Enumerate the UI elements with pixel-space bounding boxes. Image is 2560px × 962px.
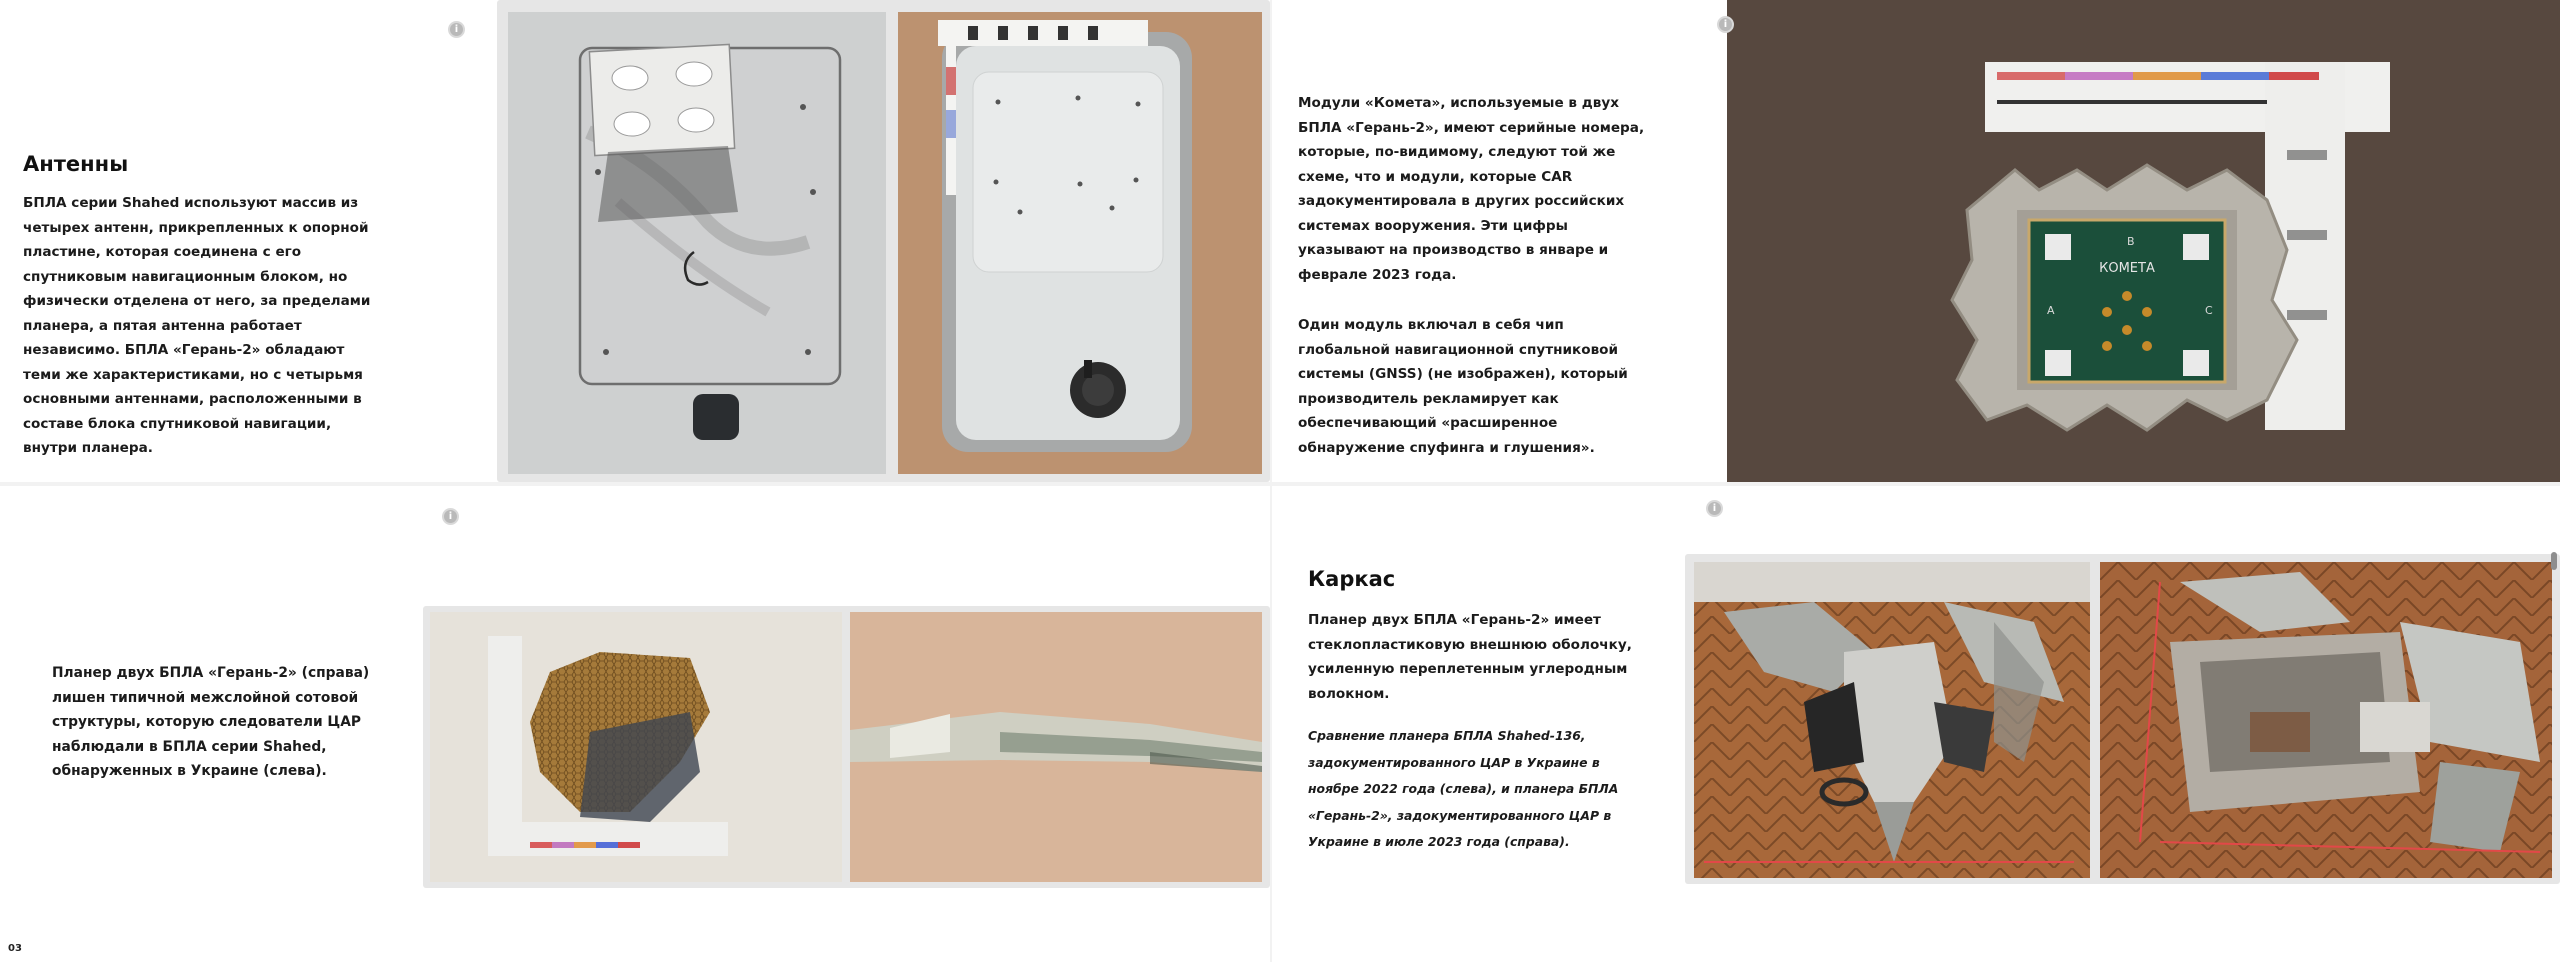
frame-panel xyxy=(1272,486,2560,962)
shahed-antenna-photo[interactable] xyxy=(508,12,886,474)
honeycomb-panel xyxy=(0,486,1270,962)
scrollbar-thumb[interactable] xyxy=(2551,552,2557,570)
honeycomb-text: Планер двух БПЛА «Герань-2» (справа) лишен типичной межслойной сотовой структуры, которую следователи ЦАР наблюдали в БПЛА серии Shahed, обнаруженных в Украине (слева). xyxy=(52,665,370,779)
geran-airframe-photo[interactable] xyxy=(2100,562,2552,878)
antennas-heading: Антенны xyxy=(23,152,129,176)
geran-antenna-photo[interactable] xyxy=(898,12,1262,474)
kometa-module-photo[interactable] xyxy=(1727,0,2560,482)
kometa-modules-panel xyxy=(1272,0,2560,482)
pcb-pin-label: A xyxy=(2047,304,2055,317)
geran-fiberglass-photo[interactable] xyxy=(850,612,1262,882)
info-icon[interactable]: i xyxy=(448,21,465,38)
page-number: 03 xyxy=(8,943,22,954)
antennas-panel xyxy=(0,0,1270,482)
kometa-serial-text: Модули «Комета», используемые в двух БПЛА «Герань-2», имеют серийные номера, которые, по-видимому, следуют той же схеме, что и модули, которые CAR задокументировала в других российских системах вооружения. Эти цифры указывают на производство в январе и феврале 2023 года. xyxy=(1298,95,1645,283)
info-icon[interactable]: i xyxy=(1706,500,1723,517)
kometa-pcb-label: КОМЕТА xyxy=(2099,261,2155,276)
frame-photo-caption: Сравнение планера БПЛА Shahed-136, задокументированного ЦАР в Украине в ноябре 2022 года (слева), и планера БПЛА «Герань-2», задокументированного ЦАР в Украине в июле 2023 года (справа). xyxy=(1308,728,1619,849)
frame-text: Планер двух БПЛА «Герань-2» имеет стеклопластиковую внешнюю оболочку, усиленную переплетенным углеродным волокном. xyxy=(1308,612,1632,702)
pcb-pin-label: C xyxy=(2205,304,2213,317)
pcb-pin-label: B xyxy=(2127,235,2135,248)
antennas-text: БПЛА серии Shahed используют массив из четырех антенн, прикрепленных к опорной пластине, которая соединена с его спутниковым навигационным блоком, но физически отделена от него, за пределами планера, а пятая антенна работает независимо. БПЛА «Герань-2» обладают теми же характеристиками, но с четырьмя основными антеннами, расположенными в составе блока спутниковой навигации, внутри планера. xyxy=(23,195,371,456)
shahed-airframe-photo[interactable] xyxy=(1694,562,2090,878)
info-icon[interactable]: i xyxy=(1717,16,1734,33)
frame-heading: Каркас xyxy=(1308,567,1396,591)
kometa-gnss-text: Один модуль включал в себя чип глобальной навигационной спутниковой системы (GNSS) (не изображен), который производитель рекламирует как обеспечивающий «расширенное обнаружение спуфинга и глушения». xyxy=(1298,317,1628,456)
info-icon[interactable]: i xyxy=(442,508,459,525)
shahed-honeycomb-photo[interactable] xyxy=(430,612,842,882)
